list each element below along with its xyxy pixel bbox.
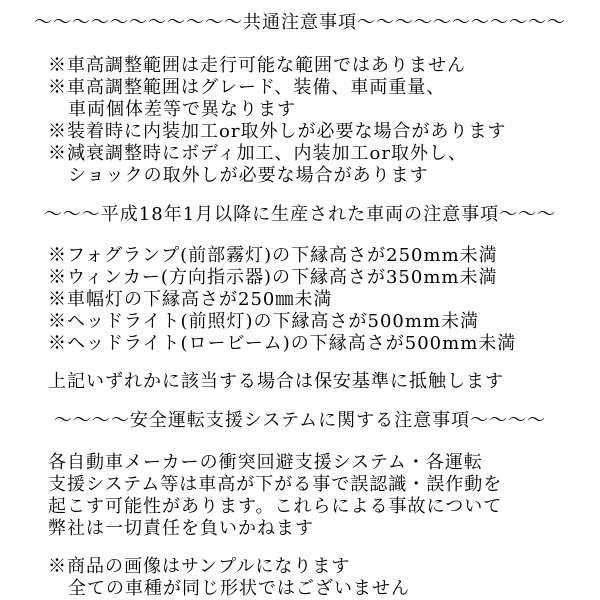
note-sample-image: ※商品の画像はサンプルになります	[48, 556, 351, 577]
note-damping-adjustment: ※減衰調整時にボディ加工、内装加工or取外し、	[48, 143, 467, 164]
header-heisei18-vehicles: ～～～平成18年1月以降に生産された車両の注意事項～～～	[43, 204, 557, 225]
note-turn-signal-height: ※ウィンカー(方向指示器)の下縁高さが350mm未満	[48, 267, 498, 288]
note-fog-lamp-height: ※フォグランプ(前部霧灯)の下縁高さが250mm未満	[48, 245, 498, 266]
note-ride-height-varies: ※車高調整範囲はグレード、装備、車両重量、	[48, 77, 446, 98]
header-common-notes: ～～～～～～～～～～～共通注意事項～～～～～～～～～～～	[34, 12, 566, 33]
para-driver-assist-2: 支援システム等は車高が下がる事で誤認識・誤作動を	[48, 474, 503, 495]
note-ride-height-not-drivable: ※車高調整範囲は走行可能な範囲ではありません	[48, 55, 466, 76]
note-safety-standard-violation: 上記いずれかに該当する場合は保安基準に抵触します	[48, 371, 504, 392]
note-headlight-height: ※ヘッドライト(前照灯)の下縁高さが500mm未満	[48, 311, 479, 332]
note-sample-image-cont: 全ての車種が同じ形状ではございません	[68, 578, 410, 599]
note-clearance-lamp-height: ※車幅灯の下縁高さが250㎜未満	[48, 289, 333, 310]
note-ride-height-varies-cont: 車両個体差等で異なります	[68, 99, 296, 120]
note-damping-adjustment-cont: ショックの取外しが必要な場合があります	[68, 165, 429, 186]
note-headlight-lowbeam-height: ※ヘッドライト(ロービーム)の下縁高さが500mm未満	[48, 333, 517, 354]
note-interior-modification: ※装着時に内装加工or取外しが必要な場合があります	[48, 121, 507, 142]
para-driver-assist-4: 弊社は一切責任を負いかねます	[48, 518, 314, 539]
para-driver-assist-3: 起こす可能性があります。これらによる事故について	[48, 496, 503, 517]
header-driver-assist-systems: ～～～～安全運転支援システムに関する注意事項～～～～	[53, 410, 547, 431]
para-driver-assist-1: 各自動車メーカーの衝突回避支援システム・各運転	[48, 452, 483, 473]
